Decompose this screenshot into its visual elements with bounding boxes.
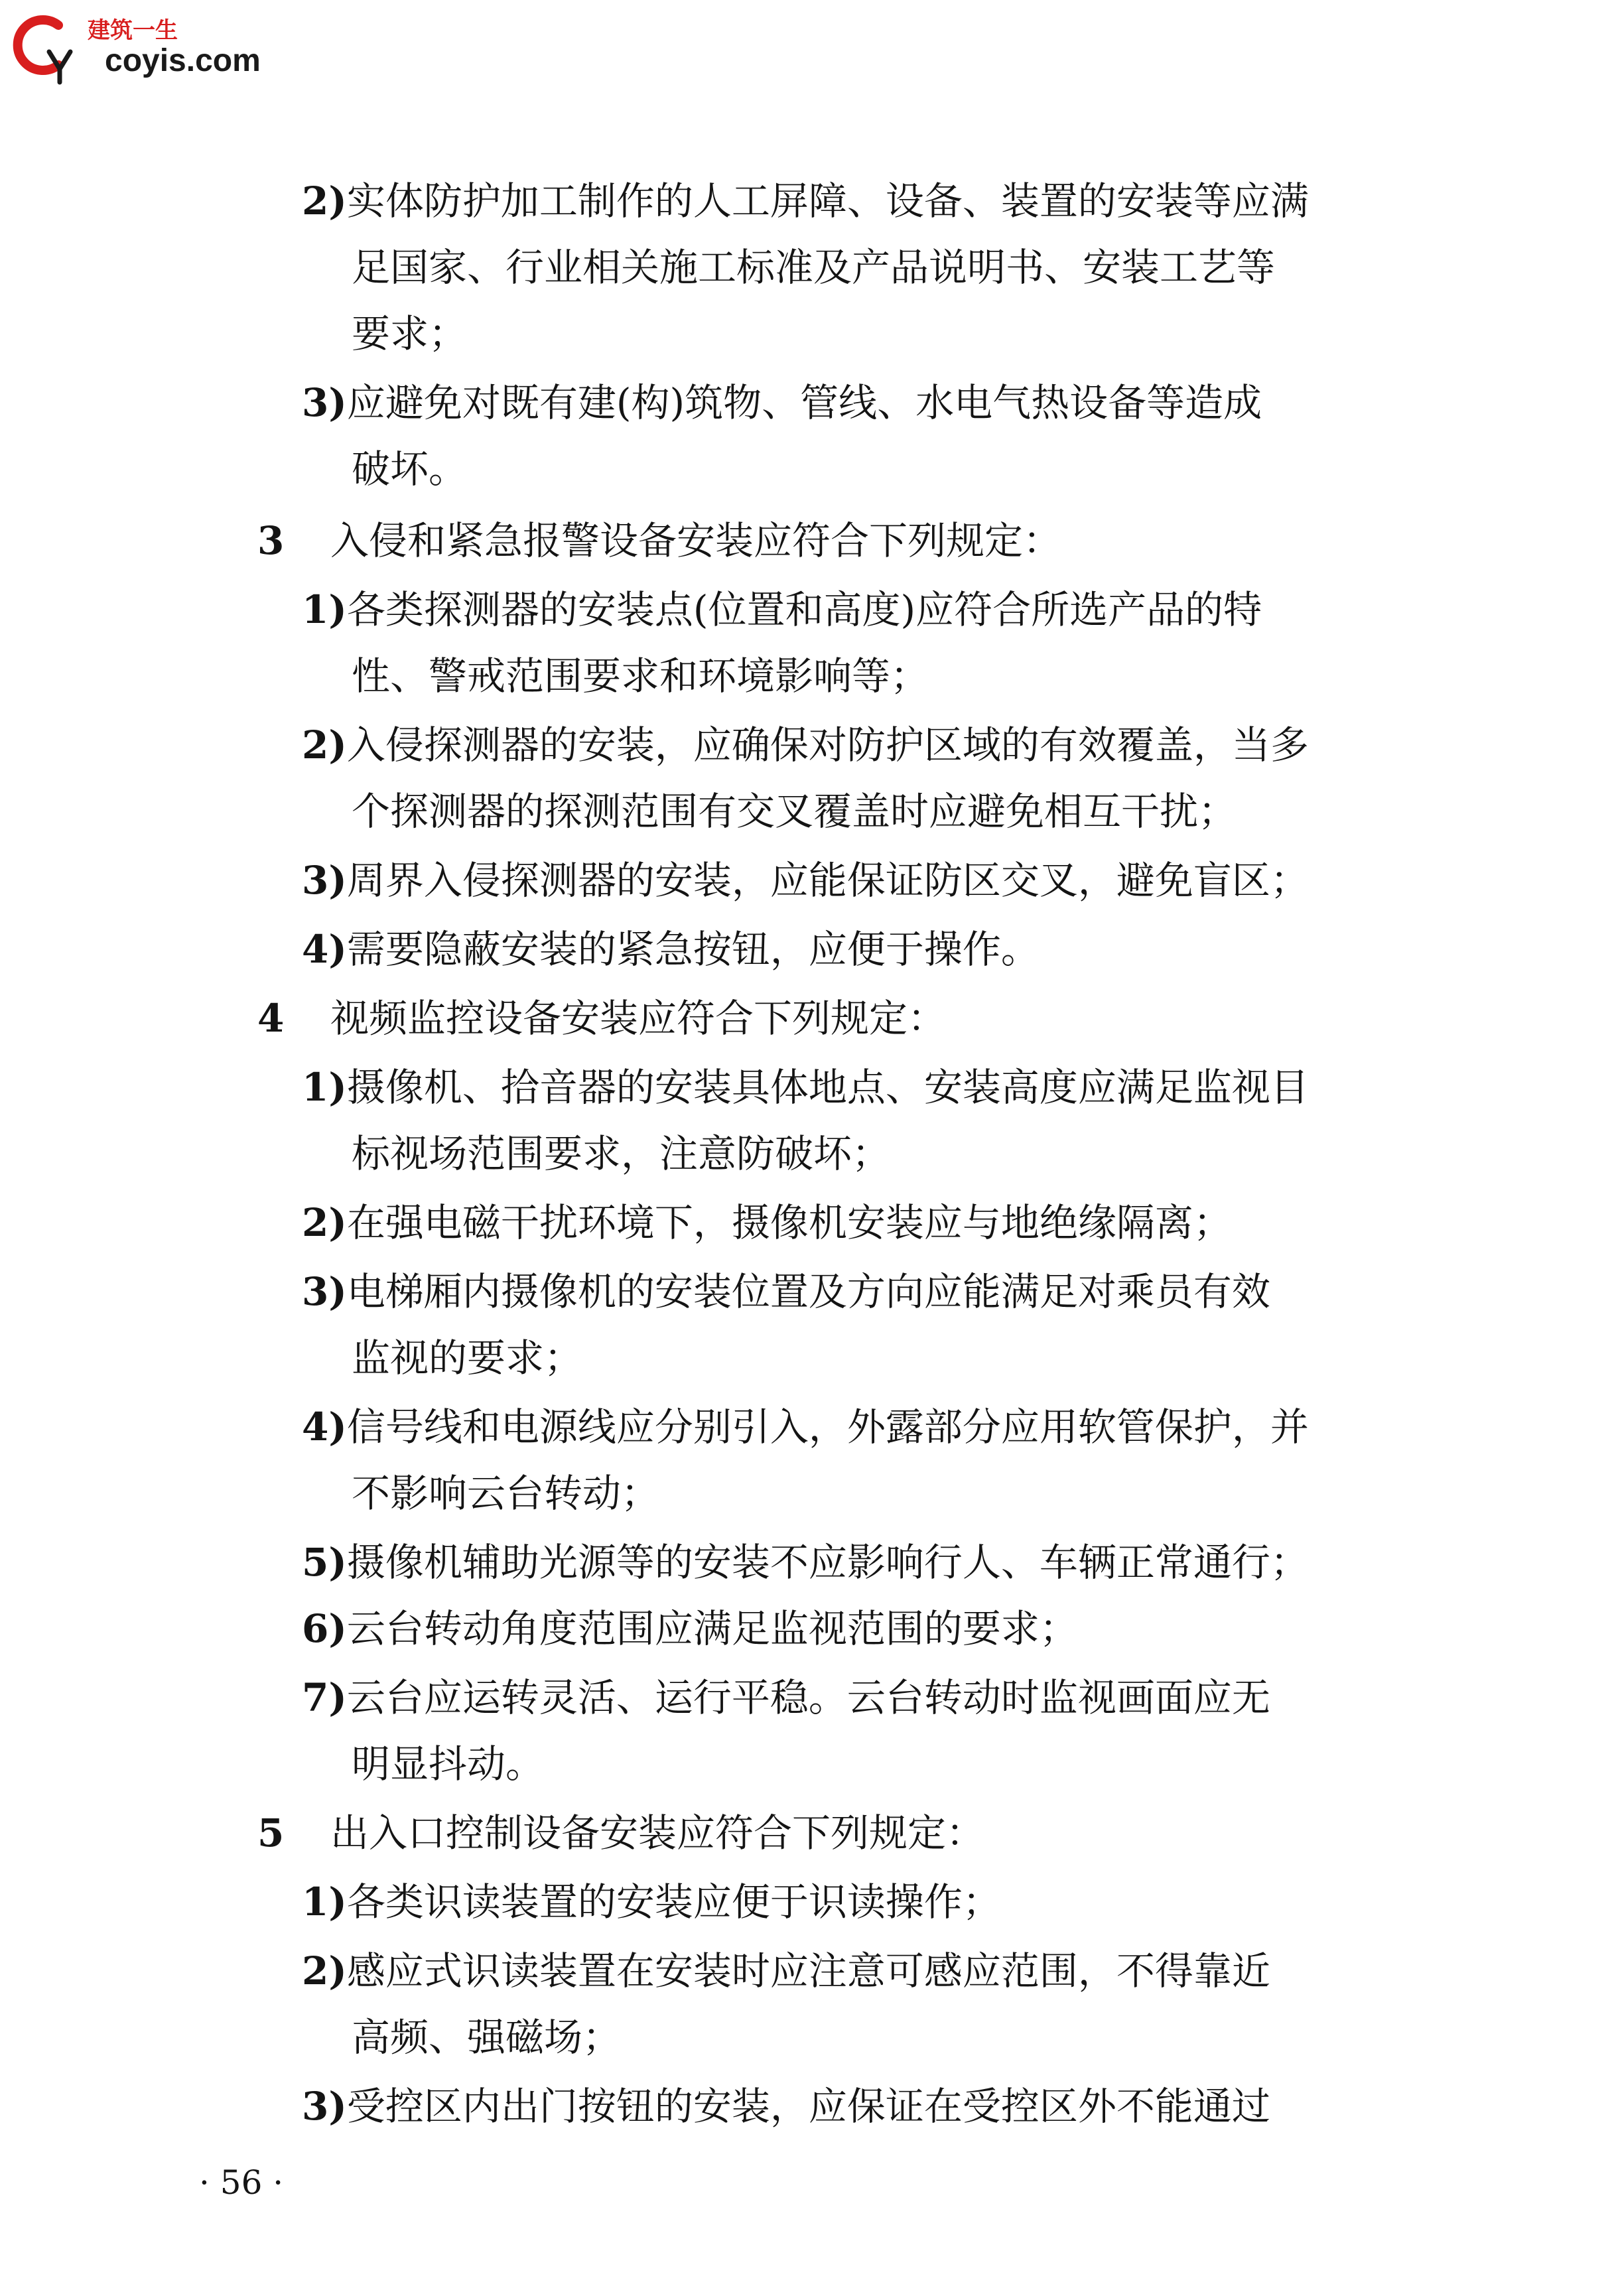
- text-line: [352, 653, 929, 699]
- line-text: 实体防护加工制作的人工屏障、设备、装置的安装等应满: [346, 178, 1309, 224]
- text-line: [257, 1810, 984, 1856]
- line-text: 明显抖动。: [352, 1741, 545, 1787]
- line-text: 需要隐蔽安装的紧急按钮，应便于操作。: [346, 927, 1040, 972]
- line-text: 个探测器的探测范围有交叉覆盖时应避免相互干扰；: [352, 789, 1237, 834]
- line-text: 出入口控制设备安装应符合下列规定：: [330, 1810, 985, 1856]
- text-line: [352, 1130, 890, 1177]
- text-line: [302, 1064, 1309, 1111]
- line-text: 性、警戒范围要求和环境影响等；: [352, 653, 929, 699]
- text-line: [352, 2014, 621, 2060]
- text-line: [352, 244, 1275, 291]
- text-line: [302, 1674, 1270, 1721]
- text-line: [352, 446, 467, 492]
- watermark-site-url: coyis.com: [105, 43, 261, 78]
- item-number: 4): [302, 927, 347, 972]
- item-number: 3): [302, 858, 347, 903]
- line-text: 要求；: [352, 311, 468, 356]
- text-line: [302, 586, 1262, 633]
- item-number: 3): [302, 1269, 347, 1314]
- item-number: 4): [302, 1404, 347, 1450]
- line-text: 信号线和电源线应分别引入，外露部分应用软管保护，并: [346, 1404, 1309, 1450]
- text-line: [302, 1605, 1078, 1652]
- text-line: [352, 1741, 544, 1787]
- line-text: 各类探测器的安装点(位置和高度)应符合所选产品的特: [346, 587, 1262, 632]
- text-line: [302, 926, 1040, 973]
- item-number: 5): [302, 1540, 347, 1585]
- section-number: 3: [257, 518, 285, 563]
- line-text: 足国家、行业相关施工标准及产品说明书、安装工艺等: [352, 245, 1276, 290]
- line-text: 监视的要求；: [352, 1335, 583, 1381]
- line-text: 摄像机、拾音器的安装具体地点、安装高度应满足监视目: [346, 1065, 1309, 1110]
- text-line: [302, 1879, 1001, 1925]
- item-number: 2): [302, 722, 347, 768]
- section-number: 4: [257, 996, 285, 1041]
- line-text: 不影响云台转动；: [352, 1471, 660, 1516]
- line-text: 在强电磁干扰环境下，摄像机安装应与地绝缘隔离；: [346, 1200, 1232, 1245]
- text-line: [302, 1199, 1232, 1246]
- item-number: 1): [302, 1065, 347, 1110]
- item-number: 6): [302, 1606, 347, 1651]
- line-text: 周界入侵探测器的安装，应能保证防区交叉，避免盲区；: [346, 858, 1309, 903]
- item-number: 1): [302, 1879, 347, 1925]
- text-line: [302, 379, 1262, 426]
- text-line: [302, 1404, 1309, 1450]
- text-line: [352, 310, 467, 357]
- text-line: [302, 2083, 1270, 2129]
- text-line: [302, 857, 1309, 904]
- line-text: 标视场范围要求，注意防破坏；: [352, 1131, 891, 1176]
- item-number: 3): [302, 2084, 347, 2129]
- line-text: 入侵探测器的安装，应确保对防护区域的有效覆盖，当多: [346, 722, 1309, 768]
- text-line: [302, 722, 1309, 768]
- text-line: [257, 517, 1061, 564]
- page-number: · 56 ·: [199, 2163, 284, 2202]
- item-number: 2): [302, 178, 347, 224]
- text-line: [352, 1470, 659, 1517]
- line-text: 云台转动角度范围应满足监视范围的要求；: [346, 1606, 1078, 1651]
- text-line: [302, 178, 1309, 224]
- item-number: 2): [302, 1200, 347, 1245]
- item-number: 2): [302, 1948, 347, 1993]
- text-line: [302, 1948, 1270, 1994]
- text-line: [352, 788, 1237, 835]
- item-number: 3): [302, 380, 347, 425]
- line-text: 电梯厢内摄像机的安装位置及方向应能满足对乘员有效: [346, 1269, 1270, 1314]
- item-number: 1): [302, 587, 347, 632]
- line-text: 摄像机辅助光源等的安装不应影响行人、车辆正常通行；: [346, 1540, 1309, 1585]
- text-line: [302, 1539, 1309, 1586]
- line-text: 各类识读装置的安装应便于识读操作；: [346, 1879, 1001, 1925]
- section-number: 5: [257, 1810, 285, 1856]
- line-text: 感应式识读装置在安装时应注意可感应范围，不得靠近: [346, 1948, 1270, 1993]
- text-line: [352, 1335, 582, 1381]
- line-text: 受控区内出门按钮的安装，应保证在受控区外不能通过: [346, 2084, 1270, 2129]
- line-text: 云台应运转灵活、运行平稳。云台转动时监视画面应无: [346, 1675, 1270, 1720]
- text-line: [257, 995, 946, 1042]
- line-text: 视频监控设备安装应符合下列规定：: [330, 996, 947, 1041]
- watermark-site-name: 建筑一生: [88, 17, 178, 44]
- item-number: 7): [302, 1675, 347, 1720]
- text-line: [302, 1268, 1270, 1315]
- line-text: 破坏。: [352, 446, 468, 492]
- line-text: 高频、强磁场；: [352, 2015, 622, 2060]
- line-text: 应避免对既有建(构)筑物、管线、水电气热设备等造成: [346, 380, 1262, 425]
- line-text: 入侵和紧急报警设备安装应符合下列规定：: [330, 518, 1062, 563]
